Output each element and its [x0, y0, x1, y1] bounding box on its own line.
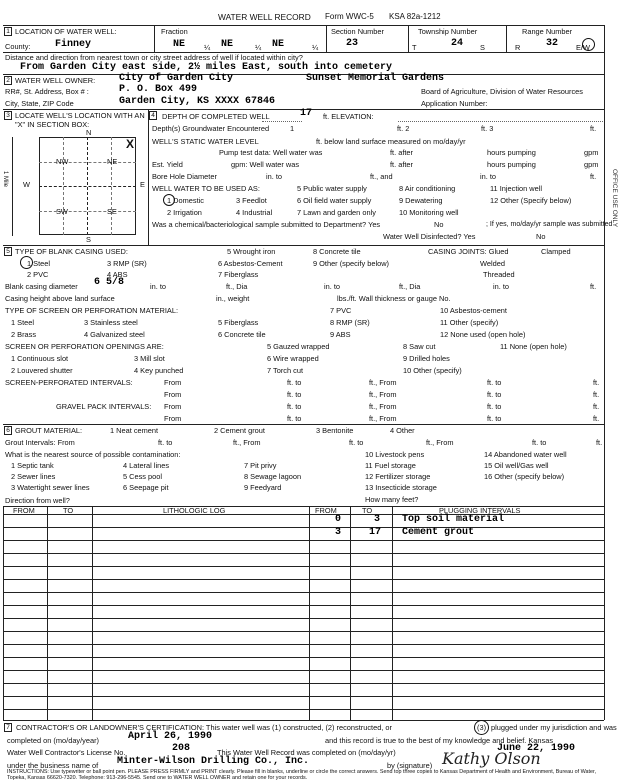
opening-none[interactable]: 11 None (open hole)	[500, 342, 567, 351]
yield-label: Est. Yield	[152, 160, 183, 169]
section-3-number: 3	[4, 111, 12, 120]
diameter-ft: ft.	[590, 282, 597, 291]
screen-brass[interactable]: 2 Brass	[11, 330, 37, 339]
screen-stainless[interactable]: 3 Stainless steel	[84, 318, 138, 327]
joints-glued[interactable]: CASING JOINTS: Glued	[428, 247, 509, 256]
form-number: Form WWC-5	[325, 12, 374, 21]
range-west-circle	[582, 38, 595, 51]
groundwater-1: 1	[290, 124, 295, 133]
interval-ft-to-2: ft. to	[287, 390, 302, 399]
map-se: SE	[107, 207, 117, 216]
interval-ft-to-1: ft. to	[287, 378, 302, 387]
openings-label: SCREEN OR PERFORATION OPENINGS ARE:	[5, 342, 164, 351]
direction-from-well-label: Direction from well?	[5, 496, 70, 505]
contam-pit-privy[interactable]: 7 Pit privy	[244, 461, 277, 470]
business-label: under the business name of	[7, 761, 99, 770]
screen-concrete[interactable]: 6 Concrete tile	[218, 330, 266, 339]
pump-gpm-2: gpm	[584, 160, 599, 169]
map-south: S	[86, 235, 91, 244]
grout-ft-from-2: ft., From	[426, 438, 454, 447]
groundwater-label: Depth(s) Groundwater Encountered	[152, 124, 270, 133]
contam-insecticide[interactable]: 13 Insecticide storage	[365, 483, 437, 492]
log-header-plug-from: FROM	[315, 506, 337, 515]
direction-label: Distance and direction from nearest town or city street address of well if located within city?	[5, 53, 303, 62]
interval-from-2: From	[164, 390, 182, 399]
section-1-number: 1	[4, 27, 12, 36]
fraction-value-2[interactable]: NE	[221, 39, 234, 50]
use-other[interactable]: 12 Other (Specify below)	[490, 196, 572, 205]
interval-ft-4: ft.	[593, 414, 600, 423]
use-irrigation[interactable]: 2 Irrigation	[167, 208, 202, 217]
section-5-number: 5	[4, 247, 12, 256]
contam-sewer[interactable]: 2 Sewer lines	[11, 472, 56, 481]
use-oilfield[interactable]: 6 Oil field water supply	[297, 196, 372, 205]
contamination-label: What is the nearest source of possible contamination:	[5, 450, 181, 459]
completed-label: completed on (mo/day/year)	[7, 736, 100, 745]
fraction-label: Fraction	[161, 27, 188, 36]
screen-asbestos[interactable]: 10 Asbestos-cement	[440, 306, 507, 315]
instructions-text: INSTRUCTIONS: Use typewriter or ball point pen. PLEASE PRESS FIRMLY and PRINT clearly. Please fill in blanks, underline or circle the correct answers. Send top three copies to Kansas Department of Health and Environment, Bureau of Water, Topeka, Kansas 66620-7320. Telephone: 913-296-5545. Send one to WATER WELL OWNER and retain one for your records.	[7, 769, 597, 781]
range-number-label: Range Number	[522, 27, 573, 36]
casing-rmp[interactable]: 3 RMP (SR)	[107, 259, 147, 268]
completed-date[interactable]: April 26, 1990	[128, 731, 213, 742]
domestic-circle	[163, 194, 175, 206]
application-label: Application Number:	[421, 99, 488, 108]
section-value[interactable]: 23	[346, 38, 359, 49]
grout-ft-to-2: ft. to	[349, 438, 364, 447]
steel-circle	[20, 256, 33, 269]
interval-ft-to-3: ft. to	[287, 402, 302, 411]
city-label: City, State, ZIP Code	[5, 99, 74, 108]
owner-extra[interactable]: Sunset Memorial Gardens	[306, 73, 445, 84]
screen-other[interactable]: 11 Other (specify)	[440, 318, 499, 327]
plug-row-1-from[interactable]: 0	[335, 514, 342, 525]
opening-continuous[interactable]: 1 Continuous slot	[11, 354, 69, 363]
fraction-value-1[interactable]: NE	[173, 39, 186, 50]
contam-lagoon[interactable]: 8 Sewage lagoon	[244, 472, 302, 481]
how-many-feet-label: How many feet?	[365, 495, 419, 504]
office-use-label: OFFICE USE ONLY	[611, 169, 618, 228]
grout-bentonite[interactable]: 3 Bentonite	[316, 426, 354, 435]
groundwater-3: ft. 3	[481, 124, 494, 133]
board-label: Board of Agriculture, Division of Water Resources	[421, 87, 583, 96]
interval-ft-to-2b: ft. to	[487, 390, 502, 399]
diameter-ft-dia-2: ft., Dia	[399, 282, 421, 291]
certification-tail: plugged under my jurisdiction and was	[491, 723, 617, 732]
log-header-plugging: PLUGGING INTERVALS	[439, 506, 521, 515]
record-date[interactable]: June 22, 1990	[497, 743, 576, 754]
map-north: N	[86, 128, 92, 137]
opening-drilled[interactable]: 9 Drilled holes	[403, 354, 450, 363]
diameter-value[interactable]: 6 5/8	[94, 277, 125, 288]
city-value[interactable]: Garden City, KS XXXX 67846	[119, 96, 276, 107]
contam-livestock[interactable]: 10 Livestock pens	[365, 450, 425, 459]
opening-torch[interactable]: 7 Torch cut	[267, 366, 304, 375]
well-location-x[interactable]: X	[126, 137, 135, 151]
diameter-ft-dia-1: ft., Dia	[226, 282, 248, 291]
map-east: E	[140, 180, 145, 189]
quarter-mark-1: ¼	[204, 43, 211, 52]
interval-ft-to-4b: ft. to	[487, 414, 502, 423]
chem-label: Was a chemical/bacteriological sample submitted to Department? Yes	[152, 220, 381, 229]
casing-label: TYPE OF BLANK CASING USED:	[15, 247, 128, 256]
map-sw: SW	[56, 207, 68, 216]
screen-material-label: TYPE OF SCREEN OR PERFORATION MATERIAL:	[5, 306, 179, 315]
joints-welded[interactable]: Welded	[480, 259, 505, 268]
bore-in-to-1: in. to	[266, 172, 283, 181]
static-level-tail: ft. below land surface measured on mo/day/yr	[316, 137, 466, 146]
casing-asbestos[interactable]: 6 Asbestos-Cement	[218, 259, 283, 268]
screen-rmp[interactable]: 8 RMP (SR)	[330, 318, 370, 327]
owner-label: WATER WELL OWNER:	[15, 76, 96, 85]
casing-weight-label: in., weight	[216, 294, 250, 303]
screen-pvc[interactable]: 7 PVC	[330, 306, 352, 315]
grout-neat-cement[interactable]: 1 Neat cement	[110, 426, 159, 435]
casing-concrete[interactable]: 8 Concrete tile	[313, 247, 361, 256]
street-value[interactable]: P. O. Box 499	[119, 84, 198, 95]
contam-feedyard[interactable]: 9 Feedyard	[244, 483, 282, 492]
mile-label: 1 Mile	[2, 171, 8, 188]
grout-intervals-label: Grout Intervals: From	[5, 438, 75, 447]
county-value[interactable]: Finney	[55, 39, 92, 50]
casing-abs[interactable]: 4 ABS	[107, 270, 128, 279]
opening-louvered[interactable]: 2 Louvered shutter	[11, 366, 73, 375]
joints-clamped[interactable]: Clamped	[541, 247, 571, 256]
bore-label: Bore Hole Diameter	[152, 172, 217, 181]
contam-oil-well[interactable]: 15 Oil well/Gas well	[484, 461, 549, 470]
section-number-label: Section Number	[331, 27, 384, 36]
interval-ft-to-1b: ft. to	[487, 378, 502, 387]
grout-ft-to-3: ft. to	[532, 438, 547, 447]
diameter-label: Blank casing diameter	[5, 282, 78, 291]
pump-after-1: ft. after	[390, 148, 414, 157]
use-domestic[interactable]: 1 Domestic	[167, 196, 204, 205]
use-lawn[interactable]: 7 Lawn and garden only	[297, 208, 376, 217]
certification-text: CONTRACTOR'S OR LANDOWNER'S CERTIFICATION: This water well was (1) constructed, (2) reconstructed, or	[16, 723, 392, 732]
casing-wrought-iron[interactable]: 5 Wrought iron	[227, 247, 276, 256]
screen-intervals-label: SCREEN-PERFORATED INTERVALS:	[5, 378, 133, 387]
bore-ft: ft.	[590, 172, 597, 181]
interval-ft-from-2: ft., From	[369, 390, 397, 399]
direction-value[interactable]: From Garden City east side, 2½ miles East, south into cemetery	[20, 62, 393, 73]
contam-lateral[interactable]: 4 Lateral lines	[123, 461, 170, 470]
use-public[interactable]: 5 Public water supply	[297, 184, 367, 193]
grout-ft-from-1: ft., From	[233, 438, 261, 447]
contam-cess[interactable]: 5 Cess pool	[123, 472, 163, 481]
map-west: W	[23, 180, 30, 189]
contam-septic[interactable]: 1 Septic tank	[11, 461, 54, 470]
owner-name[interactable]: City of Garden City	[119, 73, 234, 84]
true-text: and this record is true to the best of my knowledge and belief. Kansas	[325, 736, 554, 745]
grout-ft-to-1: ft. to	[158, 438, 173, 447]
casing-height-label: Casing height above land surface	[5, 294, 115, 303]
opening-saw[interactable]: 8 Saw cut	[403, 342, 436, 351]
static-level-label: WELL'S STATIC WATER LEVEL	[152, 137, 259, 146]
screen-steel[interactable]: 1 Steel	[11, 318, 35, 327]
township-number-label: Township Number	[418, 27, 478, 36]
interval-ft-from-3: ft., From	[369, 402, 397, 411]
contam-abandoned[interactable]: 14 Abandoned water well	[484, 450, 567, 459]
interval-ft-from-4: ft., From	[369, 414, 397, 423]
fraction-value-3[interactable]: NE	[272, 39, 285, 50]
contam-fertilizer[interactable]: 12 Fertilizer storage	[365, 472, 431, 481]
wall-thickness-label: lbs./ft. Wall thickness or gauge No.	[337, 294, 451, 303]
pump-gpm-1: gpm	[584, 148, 599, 157]
opening-mill[interactable]: 3 Mill slot	[134, 354, 165, 363]
diameter-in-to-3: in. to	[493, 282, 510, 291]
signature-label: by (signature)	[387, 761, 433, 770]
use-injection[interactable]: 11 Injection well	[490, 184, 543, 193]
interval-ft-3: ft.	[593, 402, 600, 411]
map-nw: NW	[56, 157, 69, 166]
range-prefix: R	[515, 43, 521, 52]
use-monitoring[interactable]: 10 Monitoring well	[399, 208, 459, 217]
plug-row-1-desc[interactable]: Top soil material	[402, 514, 505, 525]
section-2-number: 2	[4, 76, 12, 85]
log-header-lithologic: LITHOLOGIC LOG	[163, 506, 226, 515]
section-4-number: 4	[149, 111, 157, 120]
gravel-intervals-label: GRAVEL PACK INTERVALS:	[56, 402, 152, 411]
use-dewatering[interactable]: 9 Dewatering	[399, 196, 443, 205]
plug-row-2-from[interactable]: 3	[335, 527, 342, 538]
interval-ft-2: ft.	[593, 390, 600, 399]
use-label: WELL WATER TO BE USED AS:	[152, 184, 260, 193]
opening-gauzed[interactable]: 5 Gauzed wrapped	[267, 342, 330, 351]
locate-label: LOCATE WELL'S LOCATION WITH AN "X" IN SECTION BOX:	[15, 111, 145, 129]
business-name[interactable]: Minter-Wilson Drilling Co., Inc.	[117, 756, 310, 767]
disinfected-no[interactable]: No	[536, 232, 546, 241]
log-header-plug-to: TO	[362, 506, 373, 515]
county-label: County:	[5, 42, 31, 51]
location-label: LOCATION OF WATER WELL:	[15, 27, 117, 36]
depth-label: DEPTH OF COMPLETED WELL	[162, 112, 270, 121]
range-value[interactable]: 32	[546, 38, 559, 49]
interval-ft-to-4: ft. to	[287, 414, 302, 423]
township-prefix: T	[412, 43, 417, 52]
groundwater-2: ft. 2	[397, 124, 410, 133]
groundwater-4: ft.	[590, 124, 597, 133]
section-6-number: 6	[4, 426, 12, 435]
license-label: Water Well Contractor's License No.	[7, 748, 126, 757]
casing-pvc[interactable]: 2 PVC	[27, 270, 49, 279]
interval-from-1: From	[164, 378, 182, 387]
section-7-number: 7	[4, 723, 12, 732]
contam-watertight[interactable]: 3 Watertight sewer lines	[11, 483, 90, 492]
ksa-reference: KSA 82a-1212	[389, 12, 441, 21]
bore-ft-and: ft., and	[370, 172, 393, 181]
certification-option-3[interactable]: (3)	[477, 723, 487, 732]
grout-cement-grout[interactable]: 2 Cement grout	[214, 426, 265, 435]
license-value[interactable]: 208	[172, 743, 191, 754]
bore-in-to-2: in. to	[480, 172, 497, 181]
plugged-circle	[474, 720, 489, 735]
grout-other[interactable]: 4 Other	[390, 426, 415, 435]
screen-abs[interactable]: 9 ABS	[330, 330, 351, 339]
grout-label: GROUT MATERIAL:	[15, 426, 83, 435]
opening-other[interactable]: 10 Other (specify)	[403, 366, 462, 375]
form-title: WATER WELL RECORD	[218, 12, 311, 22]
depth-value[interactable]: 17	[300, 108, 313, 119]
interval-ft-to-3b: ft. to	[487, 402, 502, 411]
record-label: This Water Well Record was completed on (mo/day/yr)	[217, 748, 396, 757]
plug-row-2-to[interactable]: 17	[369, 527, 382, 538]
quarter-mark-3: ¼	[312, 43, 319, 52]
range-suffix: E/W	[576, 43, 590, 52]
use-feedlot[interactable]: 3 Feedlot	[236, 196, 267, 205]
opening-wire[interactable]: 6 Wire wrapped	[267, 354, 319, 363]
map-ne: NE	[107, 157, 118, 166]
contam-seepage[interactable]: 6 Seepage pit	[123, 483, 169, 492]
casing-fiberglass[interactable]: 7 Fiberglass	[218, 270, 259, 279]
screen-none[interactable]: 12 None used (open hole)	[440, 330, 526, 339]
depth-unit: ft. ELEVATION:	[323, 112, 374, 121]
log-header-from: FROM	[13, 506, 35, 515]
street-label: RR#, St. Address, Box # :	[5, 87, 89, 96]
pump-after-2: ft. after	[390, 160, 414, 169]
chem-no[interactable]: No	[434, 220, 444, 229]
diameter-in-to-1: in. to	[150, 282, 167, 291]
pump-hours-2: hours pumping	[487, 160, 536, 169]
diameter-in-to-2: in. to	[324, 282, 341, 291]
plug-row-2-desc[interactable]: Cement grout	[402, 527, 475, 538]
yield-tail: gpm: Well water was	[231, 160, 300, 169]
contam-other[interactable]: 16 Other (specify below)	[484, 472, 565, 481]
pump-test-label: Pump test data: Well water was	[219, 148, 323, 157]
log-header-to: TO	[63, 506, 74, 515]
signature[interactable]: Kathy Olson	[442, 749, 541, 768]
grout-ft: ft.	[596, 438, 603, 447]
pump-hours-1: hours pumping	[487, 148, 536, 157]
township-suffix: S	[480, 43, 485, 52]
chem-tail: ; If yes, mo/day/yr sample was submitted	[486, 221, 613, 228]
interval-from-4: From	[164, 414, 182, 423]
contam-fuel[interactable]: 11 Fuel storage	[365, 461, 416, 470]
plug-row-1-to[interactable]: 3	[374, 514, 381, 525]
use-industrial[interactable]: 4 Industrial	[236, 208, 273, 217]
opening-key[interactable]: 4 Key punched	[134, 366, 184, 375]
joints-threaded[interactable]: Threaded	[483, 270, 515, 279]
interval-ft-1: ft.	[593, 378, 600, 387]
interval-from-3: From	[164, 402, 182, 411]
quarter-mark-2: ¼	[255, 43, 262, 52]
screen-galvanized[interactable]: 4 Galvanized steel	[84, 330, 145, 339]
disinfected-label: Water Well Disinfected? Yes	[383, 232, 476, 241]
use-air[interactable]: 8 Air conditioning	[399, 184, 456, 193]
screen-fiberglass[interactable]: 5 Fiberglass	[218, 318, 259, 327]
casing-other[interactable]: 9 Other (specify below)	[313, 259, 389, 268]
interval-ft-from-1: ft., From	[369, 378, 397, 387]
casing-steel[interactable]: 1 Steel	[27, 259, 51, 268]
township-value[interactable]: 24	[451, 38, 464, 49]
